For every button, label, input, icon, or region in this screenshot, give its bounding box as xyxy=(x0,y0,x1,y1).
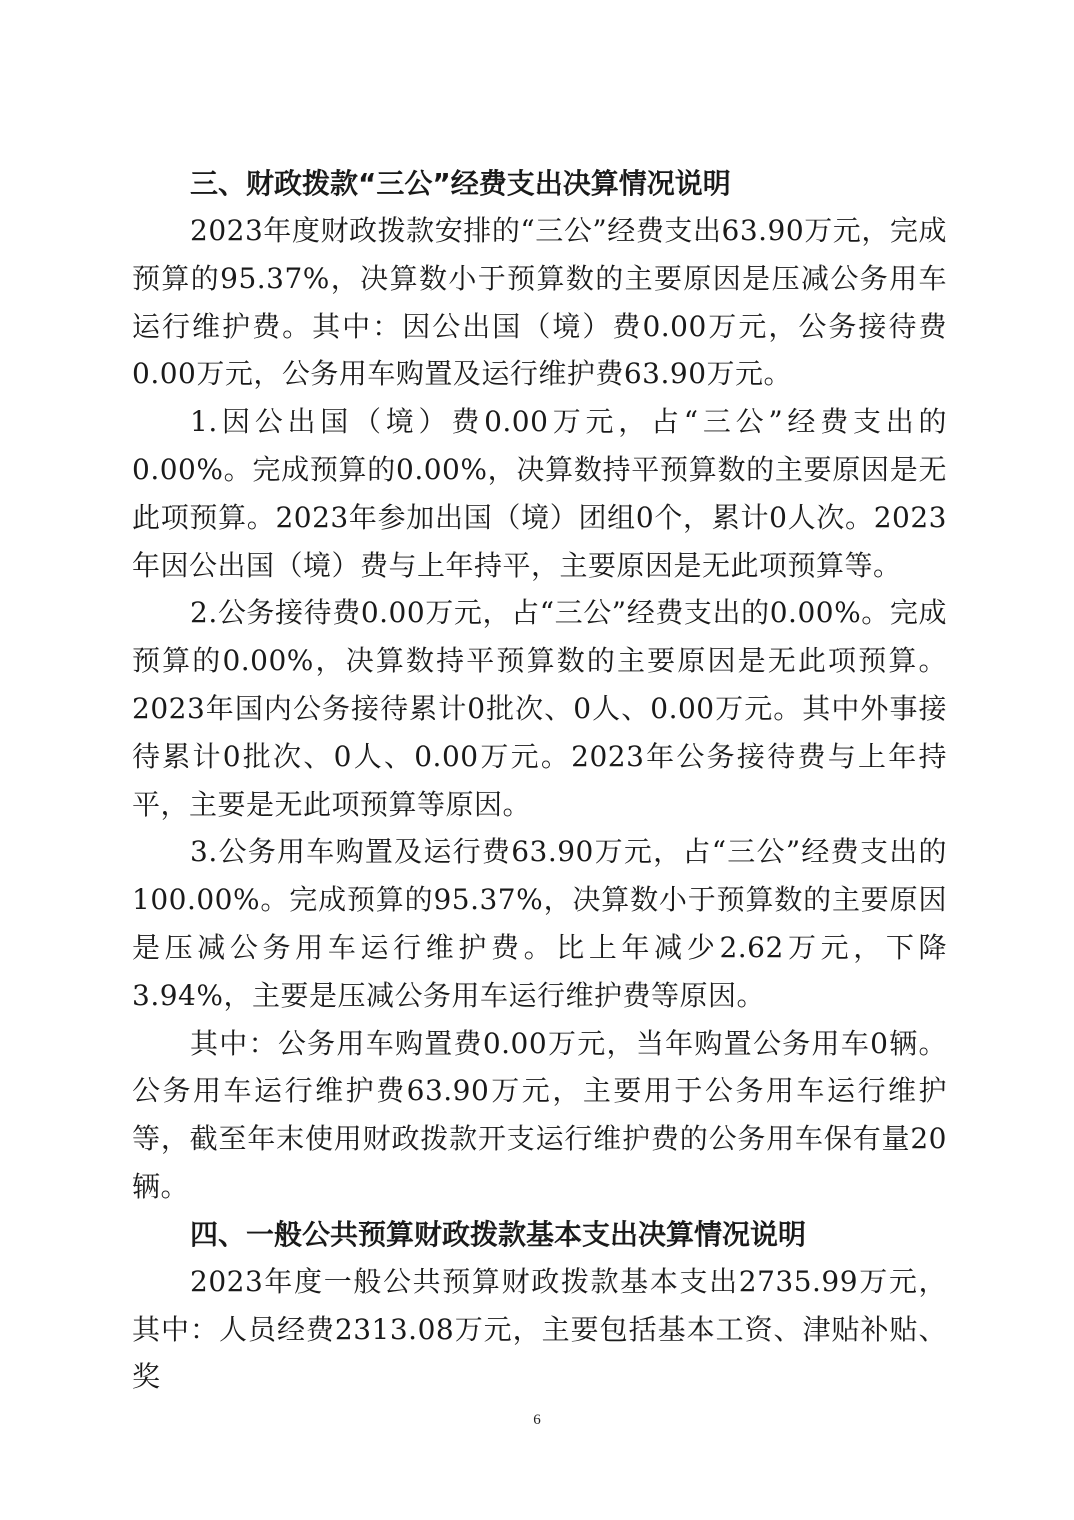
page-number: 6 xyxy=(533,1412,541,1428)
document-body xyxy=(132,160,947,1401)
paragraph-three-public-summary: 2023年度财政拨款安排的“三公”经费支出63.90万元，完成预算的95.37%，决算数小于预算数的主要原因是压减公务用车运行维护费。其中：因公出国（境）费0.00万元，公务接待费0.00万元，公务用车购置及运行维护费63.90万元。 xyxy=(132,214,947,391)
paragraph-vehicle-details: 其中：公务用车购置费0.00万元，当年购置公务用车0辆。公务用车运行维护费63.90万元，主要用于公务用车运行维护等，截至年末使用财政拨款开支运行维护费的公务用车保有量20辆。 xyxy=(132,1026,947,1203)
section-heading-basic-expenditure: 四、一般公共预算财政拨款基本支出决算情况说明 xyxy=(190,1217,807,1251)
section-heading-three-public-expenses: 三、财政拨款“三公”经费支出决算情况说明 xyxy=(190,167,731,200)
paragraph-official-vehicles: 3.公务用车购置及运行费63.90万元，占“三公”经费支出的100.00%。完成预算的95.37%，决算数小于预算数的主要原因是压减公务用车运行维护费。比上年减少2.62万元，下降3.94%，主要是压减公务用车运行维护费等原因。 xyxy=(132,835,947,1012)
paragraph-official-reception: 2.公务接待费0.00万元，占“三公”经费支出的0.00%。完成预算的0.00%，决算数持平预算数的主要原因是无此项预算。2023年国内公务接待累计0批次、0人、0.00万元。其中外事接待累计0批次、0人、0.00万元。2023年公务接待费与上年持平，主要是无此项预算等原因。 xyxy=(132,596,947,821)
paragraph-overseas-travel: 1.因公出国（境）费0.00万元，占“三公”经费支出的0.00%。完成预算的0.00%，决算数持平预算数的主要原因是无此项预算。2023年参加出国（境）团组0个，累计0人次。2023年因公出国（境）费与上年持平，主要原因是无此项预算等。 xyxy=(132,405,947,582)
paragraph-basic-expenditure: 2023年度一般公共预算财政拨款基本支出2735.99万元，其中：人员经费2313.08万元，主要包括基本工资、津贴补贴、奖 xyxy=(132,1264,947,1394)
